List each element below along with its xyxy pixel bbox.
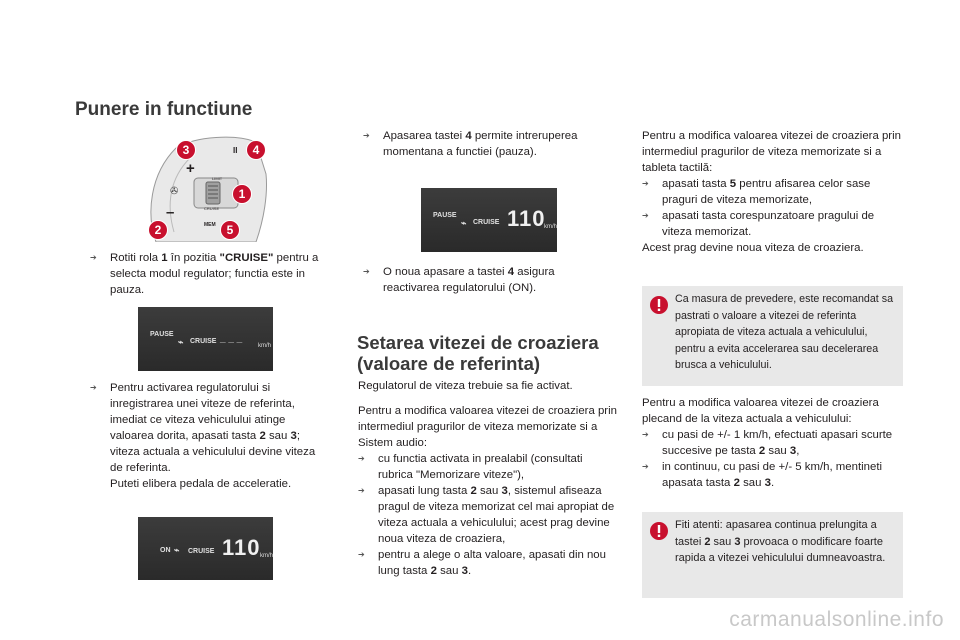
- warning-icon-2: [650, 522, 668, 540]
- cruise-label-2: CRUISE: [473, 219, 500, 226]
- pause-symbol: II: [233, 146, 238, 155]
- col3-c1: ➔ cu pasi de +/- 1 km/h, efectuati apasari scurte succesive pe tasta 2 sau 3,: [642, 427, 910, 459]
- pause-label: PAUSE: [150, 331, 174, 338]
- steering-controls-illustration: [136, 134, 282, 242]
- col3-c2: ➔ in continuu, cu pasi de +/- 5 km/h, mentineti apasata tasta 2 sau 3.: [642, 459, 910, 491]
- col2-bullet1: ➔ cu functia activata in prealabil (consultati rubrica "Memorizare viteze"),: [358, 451, 618, 483]
- col3-bullet2: ➔ apasati tasta corespunzatoare pragului de viteza memorizat.: [642, 208, 906, 240]
- col3-intro2: Pentru a modifica valoarea vitezei de croaziera plecand de la viteza actuala a vehiculului:: [642, 397, 879, 425]
- badge-2: 2: [148, 220, 168, 240]
- speed-value-3: 110: [222, 535, 261, 560]
- watermark: carmanualsonline.info: [729, 608, 944, 631]
- cruise-label-3: CRUISE: [188, 548, 215, 555]
- page-title: Punere in functiune: [75, 99, 253, 120]
- col1-extra: Puteti elibera pedala de acceleratie.: [110, 478, 292, 490]
- minus-symbol: –: [166, 204, 175, 221]
- limit-label: LIMIT: [212, 176, 223, 181]
- badge-3: 3: [176, 140, 196, 160]
- col3-block1: [642, 128, 906, 256]
- pause-label-2: PAUSE: [433, 212, 457, 219]
- warning-icon: [650, 296, 668, 314]
- speed-value-2: 110: [507, 206, 546, 231]
- col2-bullet2: ➔ apasati lung tasta 2 sau 3, sistemul afiseaza pragul de viteza memorizat cel mai apropiat de viteza actuala a vehiculului; acest prag devine noua viteza de croaziera,: [358, 483, 618, 547]
- warning-box-1: [642, 286, 903, 386]
- cruise-icon: ⌁: [178, 337, 184, 347]
- badge-4: 4: [246, 140, 266, 160]
- col3-block2: [642, 395, 910, 491]
- display-on-speed: [138, 517, 273, 580]
- col3-after: Acest prag devine noua viteza de croaziera.: [642, 242, 864, 254]
- section2-title: Setarea vitezei de croaziera (valoare de referinta): [357, 332, 599, 374]
- display-pause-dashes: [138, 307, 273, 371]
- display-pause-speed: [421, 188, 557, 252]
- badge-1: 1: [232, 184, 252, 204]
- badge-5: 5: [220, 220, 240, 240]
- col1-item2: ➔ Pentru activarea regulatorului si inregistrarea unei viteze de referinta, imediat ce viteza vehiculului atinge valoarea dorita, apasati tasta 2 sau 3; viteza actuala a vehiculului devine viteza de referinta. Puteti elibera pedala de acceleratie.: [90, 380, 328, 492]
- on-label: ON: [160, 547, 171, 554]
- mem-label: MEM: [204, 222, 216, 228]
- plus-symbol: +: [186, 160, 195, 177]
- warning-text-2: Fiti atenti: apasarea continua prelungita a tastei 2 sau 3 provoaca o modificare foarte rapida a vitezei vehiculului dumneavoastra.: [675, 519, 886, 564]
- col2-para1: Regulatorul de viteza trebuie sa fie activat.: [358, 380, 573, 392]
- col2-item1: ➔ Apasarea tastei 4 permite intreruperea momentana a functiei (pauza).: [363, 128, 613, 160]
- dashes: _ _ _: [220, 333, 243, 344]
- col3-bullet1: ➔ apasati tasta 5 pentru afisarea celor sase praguri de viteza memorizate,: [642, 176, 906, 208]
- cruise-label-wheel: CRUISE: [204, 206, 220, 211]
- col2-para2-text: Pentru a modifica valoarea vitezei de croaziera prin intermediul pragurilor de viteza memorizate si a Sistem audio:: [358, 405, 617, 449]
- col2-para2: [358, 403, 618, 579]
- col2-bullet3: ➔ pentru a alege o alta valoare, apasati din nou lung tasta 2 sau 3.: [358, 547, 618, 579]
- warning-box-2: [642, 512, 903, 598]
- unit-label: km/h: [258, 343, 272, 349]
- cruise-icon-2: ⌁: [174, 545, 180, 555]
- unit-label-2: km/h: [544, 224, 558, 230]
- cruise-icon-3: ⌁: [461, 218, 467, 228]
- cruise-label: CRUISE: [190, 338, 217, 345]
- col3-intro: Pentru a modifica valoarea vitezei de croaziera prin intermediul pragurilor de viteza memorizate si a tableta tactilă:: [642, 130, 901, 174]
- unit-label-3: km/h: [260, 553, 274, 559]
- col1-item1: ➔ Rotiti rola 1 în pozitia "CRUISE" pentru a selecta modul regulator; functia este in pauza.: [90, 250, 328, 298]
- col2-item2: ➔ O noua apasare a tastei 4 asigura reactivarea regulatorului (ON).: [363, 264, 613, 296]
- warning-text-1: Ca masura de prevedere, este recomandat sa pastrati o valoare a vitezei de referinta apropiata de viteza actuala a vehiculului, pentru a evita accelerarea sau decelerarea brusca a vehiculului.: [675, 293, 894, 371]
- speed-limiter-icon: ✇: [170, 186, 179, 197]
